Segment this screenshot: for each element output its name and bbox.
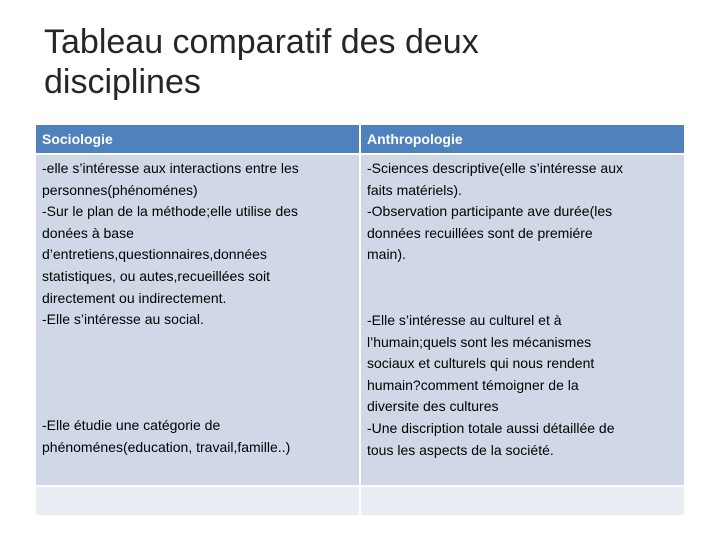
header-sociologie: Sociologie [36, 125, 359, 153]
anthropologie-text-2: -Elle s’intéresse au culturel et à l’humain;quels sont les mécanismes sociaux et culturels qui nous rendent humain?comment témoigner de la diversite des cultures -Une discription totale aussi détaillée de tous les aspects de la société. [367, 312, 615, 458]
anthropologie-text-1: -Sciences descriptive(elle s’intéresse aux faits matériels). -Observation participante ave durée(les données recuillées sont de premiére main). [367, 160, 623, 263]
cell-sociologie-body [36, 155, 359, 485]
slide-title: Tableau comparatif des deux disciplines [44, 23, 479, 101]
cell-anthropologie-empty [361, 487, 684, 515]
sociologie-text-1: -elle s’intéresse aux interactions entre les personnes(phénoménes) -Sur le plan de la méthode;elle utilise des donées à base d’entretiens,questionnaires,données statistiques, ou autes,recueillées soit directement ou indirectement. -Elle s’intéresse au social. [42, 160, 299, 328]
comparison-table [36, 125, 684, 515]
header-anthropologie: Anthropologie [361, 125, 684, 153]
sociologie-text-2: -Elle étudie une catégorie de phénoménes(education, travail,famille..) [42, 417, 291, 455]
cell-anthropologie-body [361, 155, 684, 485]
cell-sociologie-empty [36, 487, 359, 515]
